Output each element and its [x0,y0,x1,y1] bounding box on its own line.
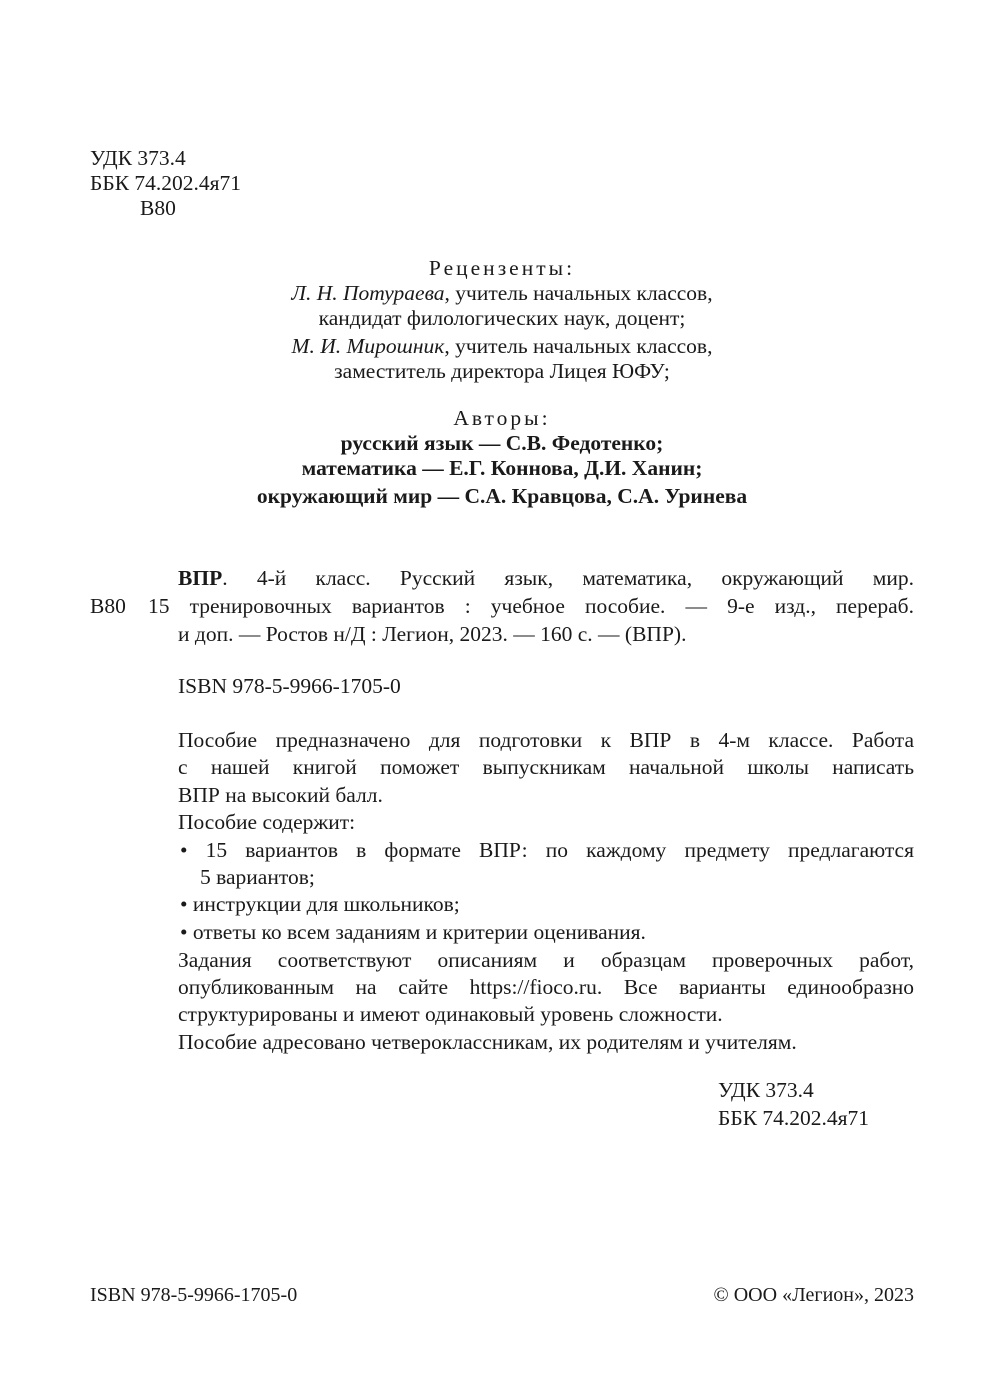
reviewer-1-title: кандидат филологических наук, доцент; [318,306,686,330]
annotation-line: опубликованным на сайте https://fioco.ru. Все варианты единообразно [178,975,914,999]
authors-heading: Авторы: [453,406,551,430]
reviewer-2-title: заместитель директора Лицея ЮФУ; [334,359,670,383]
reviewers-heading: Рецензенты: [428,256,576,280]
reviewer-role: , учитель начальных классов, [444,281,713,305]
annotation-bullet: • ответы ко всем заданиям и критерии оценивания. [180,920,646,944]
author-mark-top: В80 [140,196,176,220]
bbk-bottom: ББК 74.202.4я71 [718,1106,870,1130]
annotation-line: с нашей книгой поможет выпускникам начальной школы написать [178,755,914,779]
bib-title: ВПР [178,566,223,590]
annotation-line: 5 вариантов; [200,865,315,889]
bib-isbn: ISBN 978-5-9966-1705-0 [178,674,401,698]
annotation-line: Задания соответствуют описаниям и образцам проверочных работ, [178,948,914,972]
annotation-line: Пособие адресовано четвероклассникам, их родителям и учителям. [178,1030,797,1054]
annotation-line: ВПР на высокий балл. [178,783,383,807]
author-line: математика — Е.Г. Коннова, Д.И. Ханин; [301,456,703,480]
annotation-line: структурированы и имеют одинаковый уровень сложности. [178,1002,723,1026]
bbk-top: ББК 74.202.4я71 [90,171,242,195]
reviewer-2 [0,334,1004,358]
footer-isbn: ISBN 978-5-9966-1705-0 [90,1284,298,1306]
annotation-bullet: • инструкции для школьников; [180,892,460,916]
annotation-line: Пособие содержит: [178,810,356,834]
bib-line-1-rest: . 4-й класс. Русский язык, математика, окружающий мир. [222,566,914,590]
reviewer-name: М. И. Мирошник [291,334,445,358]
reviewer-name: Л. Н. Потураева [291,281,445,305]
bib-line-1 [178,566,914,590]
annotation-line: Пособие предназначено для подготовки к ВПР в 4-м классе. Работа [178,728,914,752]
bib-line-2: 15 тренировочных вариантов : учебное пособие. — 9-е изд., перераб. [148,594,914,618]
udk-top: УДК 373.4 [90,146,186,170]
author-line: окружающий мир — С.А. Кравцова, С.А. Уринева [256,484,748,508]
author-line: русский язык — С.В. Федотенко; [340,431,664,455]
footer-copyright: © ООО «Легион», 2023 [713,1284,914,1306]
bib-line-3: и доп. — Ростов н/Д : Легион, 2023. — 160 с. — (ВПР). [178,622,687,646]
reviewer-role: , учитель начальных классов, [444,334,713,358]
reviewer-1 [0,281,1004,305]
udk-bottom: УДК 373.4 [718,1078,814,1102]
annotation-bullet: • 15 вариантов в формате ВПР: по каждому предмету предлагаются [180,838,914,862]
bib-mark: В80 [90,594,126,618]
